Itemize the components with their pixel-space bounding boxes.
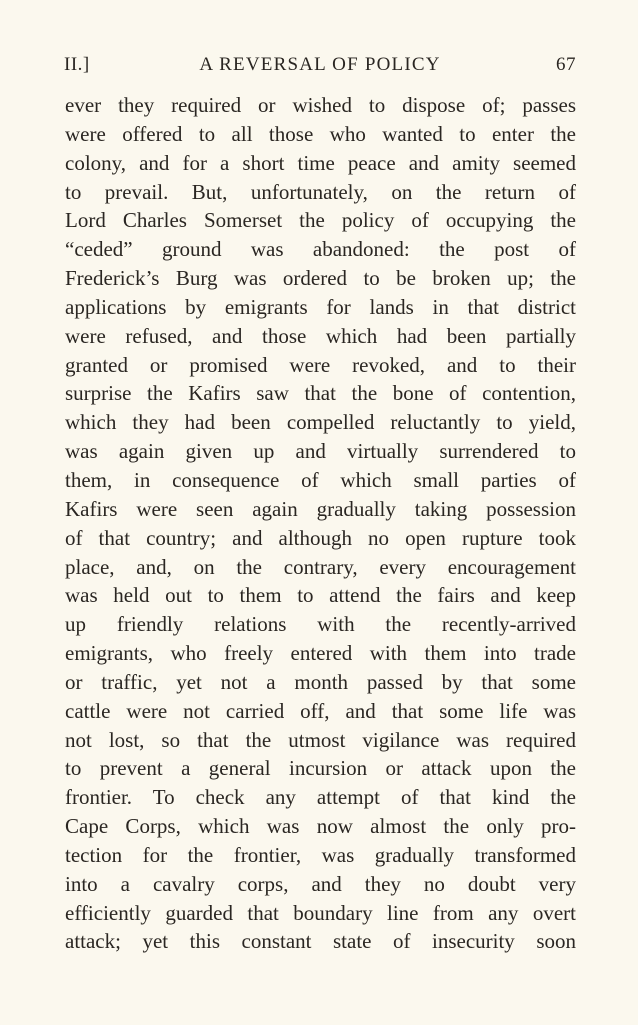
- text-line: applications by emigrants for lands in that district: [65, 294, 576, 319]
- text-line: was held out to them to attend the fairs and keep: [65, 583, 576, 608]
- text-line: which they had been compelled reluctantly to yield,: [65, 410, 576, 435]
- text-line: were refused, and those which had been partially: [65, 323, 576, 348]
- text-line: ever they required or wished to dispose of; passes: [65, 93, 576, 117]
- running-head: [64, 54, 576, 82]
- text-line: tection for the frontier, was gradually transformed: [65, 842, 576, 867]
- running-title: A REVERSAL OF POLICY: [199, 54, 441, 75]
- text-line: emigrants, who freely entered with them into trade: [65, 641, 576, 666]
- text-line: Cape Corps, which was now almost the only pro-: [65, 814, 576, 839]
- text-line: them, in consequence of which small parties of: [65, 467, 576, 492]
- chapter-number: II.]: [64, 54, 90, 75]
- text-line: place, and, on the contrary, every encouragement: [65, 554, 576, 579]
- body-paragraph: [65, 91, 576, 956]
- text-line: attack; yet this constant state of insecurity soon: [65, 929, 576, 954]
- text-line: Lord Charles Somerset the policy of occupying the: [65, 208, 576, 233]
- text-line: surprise the Kafirs saw that the bone of contention,: [65, 381, 576, 406]
- text-line: colony, and for a short time peace and amity seemed: [65, 150, 576, 175]
- text-line: Frederick’s Burg was ordered to be broken up; the: [65, 266, 576, 291]
- page-number: 67: [556, 54, 576, 75]
- text-line: “ceded” ground was abandoned: the post of: [65, 237, 576, 262]
- text-line: Kafirs were seen again gradually taking possession: [65, 496, 576, 521]
- text-line: not lost, so that the utmost vigilance was required: [65, 727, 576, 752]
- text-line: cattle were not carried off, and that some life was: [65, 698, 576, 723]
- text-line: was again given up and virtually surrendered to: [65, 439, 576, 464]
- text-line: efficiently guarded that boundary line from any overt: [65, 900, 576, 925]
- text-line: into a cavalry corps, and they no doubt very: [65, 871, 576, 896]
- text-line: or traffic, yet not a month passed by that some: [65, 669, 576, 694]
- text-line: granted or promised were revoked, and to their: [65, 352, 576, 377]
- text-line: of that country; and although no open rupture took: [65, 525, 576, 550]
- text-line: to prevail. But, unfortunately, on the return of: [65, 179, 576, 204]
- text-line: frontier. To check any attempt of that kind the: [65, 785, 576, 810]
- text-line: to prevent a general incursion or attack upon the: [65, 756, 576, 781]
- text-line: were offered to all those who wanted to enter the: [65, 121, 576, 146]
- text-line: up friendly relations with the recently-arrived: [65, 612, 576, 637]
